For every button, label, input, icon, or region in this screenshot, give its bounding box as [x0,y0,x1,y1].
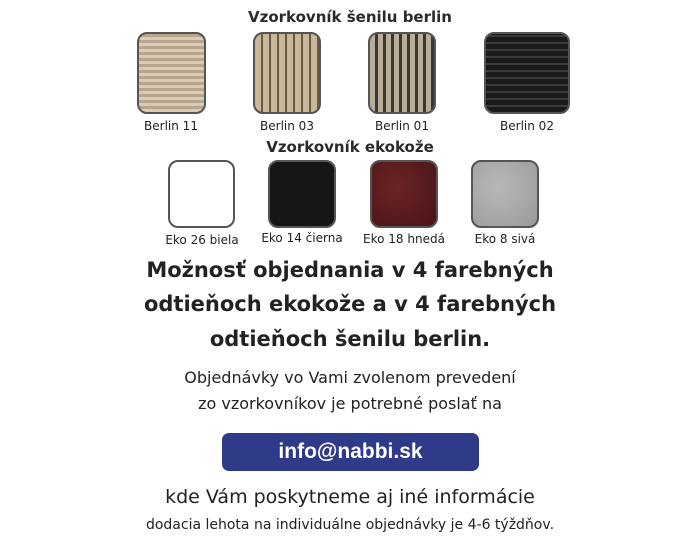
swatch-berlin-03 [253,32,321,114]
swatch-eko-8 [471,160,539,228]
instructions-line: Objednávky vo Vami zvolenom prevedení [184,368,516,387]
swatch-berlin-01 [368,32,436,114]
swatch-eko-14 [268,160,336,228]
footer-delivery: dodacia lehota na individuálne objednávky je 4-6 týždňov. [145,517,555,533]
swatch-label: Berlin 11 [144,119,198,133]
swatch-label: Berlin 01 [375,119,429,133]
swatch-label: Berlin 03 [260,119,314,133]
swatch-eko-18 [370,160,438,228]
swatch-berlin-11 [137,32,206,114]
ecoleather-title: Vzorkovník ekokože [266,138,434,156]
swatch-label: Eko 14 čierna [261,231,343,245]
footer-info: kde Vám poskytneme aj iné informácie [165,486,535,508]
swatch-label: Eko 26 biela [165,233,239,247]
swatch-eko-26 [168,160,235,228]
headline-line: odtieňoch ekokože a v 4 farebných [143,292,557,316]
swatch-berlin-02 [484,32,570,114]
instructions-line: zo vzorkovníkov je potrebné poslať na [198,394,502,413]
chenille-title: Vzorkovník šenilu berlin [248,8,452,26]
swatch-label: Eko 18 hnedá [363,232,445,246]
swatch-label: Berlin 02 [500,119,554,133]
email-link-button[interactable]: info@nabbi.sk [222,433,479,471]
headline-line: odtieňoch šenilu berlin. [209,327,491,351]
swatch-label: Eko 8 sivá [474,232,536,246]
headline-line: Možnosť objednania v 4 farebných [146,258,554,282]
